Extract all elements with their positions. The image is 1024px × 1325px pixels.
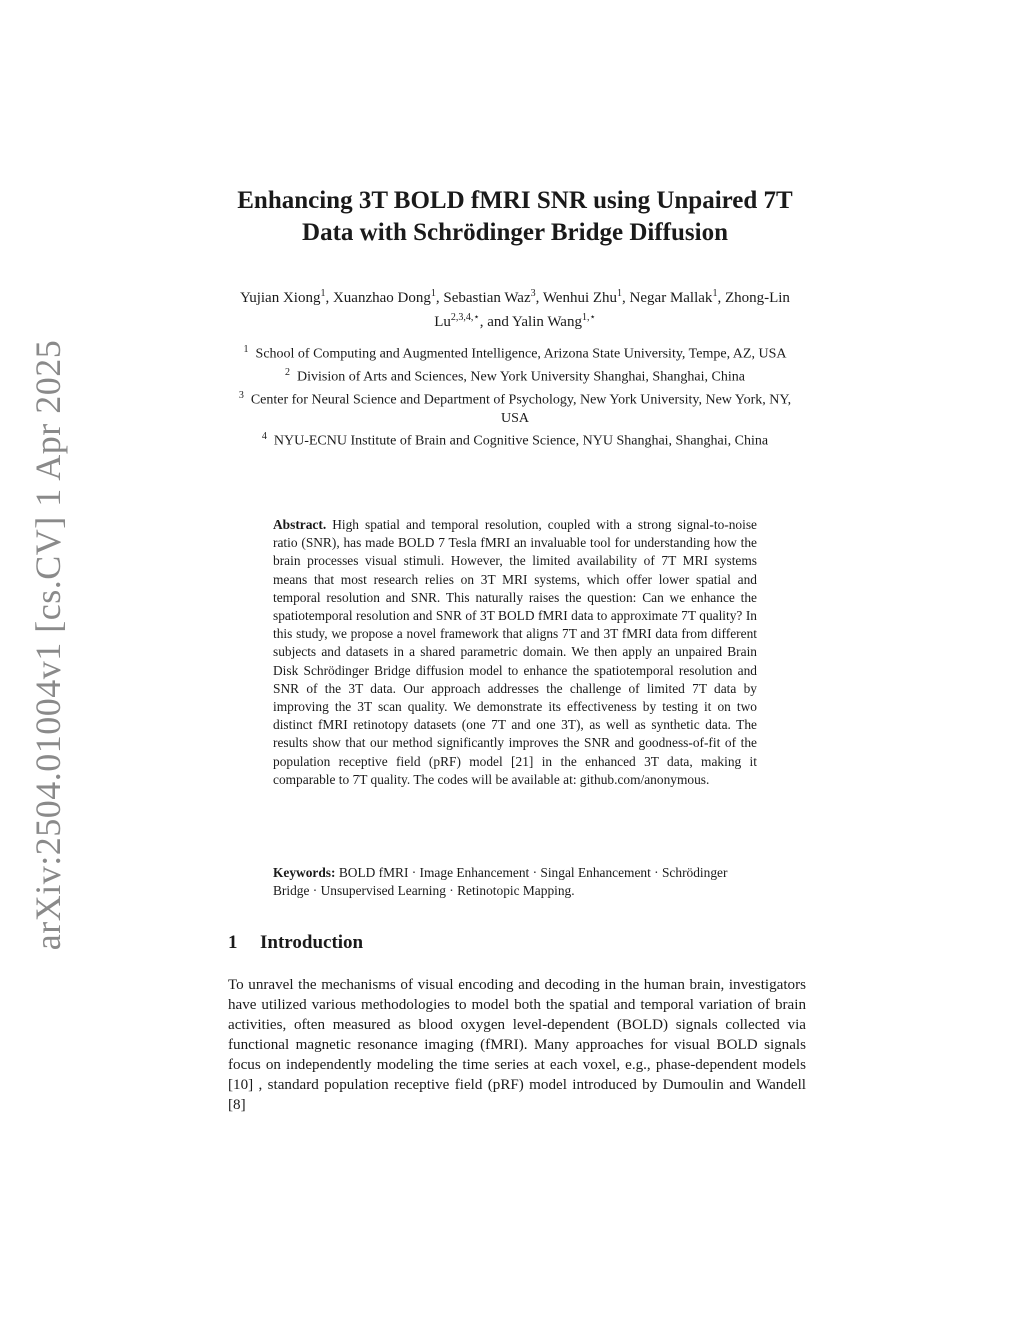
keywords-text: BOLD fMRI · Image Enhancement · Singal Enhancement · Schrödinger Bridge · Unsupervised Learning · Retinotopic Mapping. [273, 865, 728, 899]
abstract-label: Abstract. [273, 517, 327, 532]
keywords [273, 864, 757, 900]
affiliation-list [232, 341, 798, 451]
affiliation-number: 3 [238, 389, 244, 401]
section-heading [228, 932, 363, 954]
affiliation-text: NYU-ECNU Institute of Brain and Cognitive Science, NYU Shanghai, Shanghai, China [273, 433, 769, 449]
author-name: Sebastian Waz [443, 290, 531, 306]
affiliation [232, 364, 798, 387]
author-affiliation-mark: 1 [430, 288, 436, 299]
affiliation [232, 387, 798, 428]
author-affiliation-mark: 1 [712, 288, 718, 299]
abstract-text: High spatial and temporal resolution, coupled with a strong signal-to-noise ratio (SNR), has made BOLD 7 Tesla fMRI an invaluable tool for understanding how the brain processes visual stimuli. However, the limited availability of 7T MRI systems means that most research relies on 3T MRI systems, which offer lower spatial and temporal resolution and SNR. This naturally raises the question: Can we enhance the spatiotemporal resolution and SNR of 3T BOLD fMRI data to approximate 7T quality? In this study, we propose a novel framework that aligns 7T and 3T fMRI data from different subjects and datasets in a shared parametric domain. We then apply an unpaired Brain Disk Schrödinger Bridge diffusion model to enhance the spatiotemporal resolution and SNR of the 3T data. Our approach addresses the challenge of limited 7T data by improving the 3T scan quality. We demonstrate its effectiveness by testing it on two distinct fMRI retinotopy datasets (one 7T and one 3T), as well as synthetic data. The results show that our method significantly improves the SNR and goodness-of-fit of the population receptive field (pRF) model [21] in the enhanced 3T data, making it comparable to 7T quality. The codes will be available at: github.com/anonymous. [273, 517, 757, 787]
author-affiliation-mark: 3 [530, 288, 536, 299]
affiliation-number: 2 [285, 366, 291, 378]
author-affiliation-mark: 1 [617, 288, 623, 299]
introduction-paragraph: To unravel the mechanisms of visual encoding and decoding in the human brain, investigators have utilized various methodologies to model both the spatial and temporal variation of brain activities, often measured as blood oxygen level-dependent (BOLD) signals collected via functional magnetic resonance imaging (fMRI). Many approaches for visual BOLD signals focus on independently modeling the time series at each voxel, e.g., phase-dependent models [10] , standard population receptive field (pRF) model introduced by Dumoulin and Wandell [8] [228, 977, 806, 1113]
arxiv-identifier-text: arXiv:2504.01004v1 [cs.CV] 1 Apr 2025 [28, 339, 69, 951]
affiliation-number: 4 [261, 431, 267, 443]
affiliation [232, 341, 798, 364]
affiliation [232, 428, 798, 451]
keywords-label: Keywords: [273, 865, 336, 880]
author-list: Yujian Xiong$^1$, Xuanzhao Dong$^1$, Sebastian Waz$^3$, Wenhui Zhu$^1$, Negar Mallak$^1$, Zhong-Lin $Lu^{2,3,4,⋆}$, and Yalin Wang$^{1,⋆}$ [240, 288, 790, 330]
affiliation-text: School of Computing and Augmented Intelligence, Arizona State University, Tempe, AZ, USA [255, 346, 787, 362]
section-number: 1 [228, 932, 238, 953]
affiliation-text: Center for Neural Science and Department of Psychology, New York University, New York, NY, USA [250, 392, 792, 426]
arxiv-identifier [18, 339, 78, 951]
author-name: Yujian Xiong [240, 290, 321, 306]
author-name: Xuanzhao Dong [332, 290, 431, 306]
author-affiliation-mark: 1 [320, 288, 326, 299]
paper-title: Enhancing 3T BOLD fMRI SNR using Unpaired 7T Data with Schrödinger Bridge Diffusion [237, 187, 793, 246]
affiliation-text: Division of Arts and Sciences, New York University Shanghai, Shanghai, China [297, 369, 745, 385]
author-name: Wenhui Zhu [542, 290, 618, 306]
author-name: Zhong-Lin Lu [434, 290, 790, 330]
author-affiliation-mark: 2,3,4,⋆ [450, 312, 480, 323]
author-affiliation-mark: 1,⋆ [581, 312, 596, 323]
author-name: Yalin Wang [512, 314, 582, 330]
section-title: Introduction [260, 932, 364, 953]
affiliation-number: 1 [243, 344, 249, 355]
author-name: Negar Mallak [629, 290, 713, 306]
abstract [273, 516, 757, 789]
